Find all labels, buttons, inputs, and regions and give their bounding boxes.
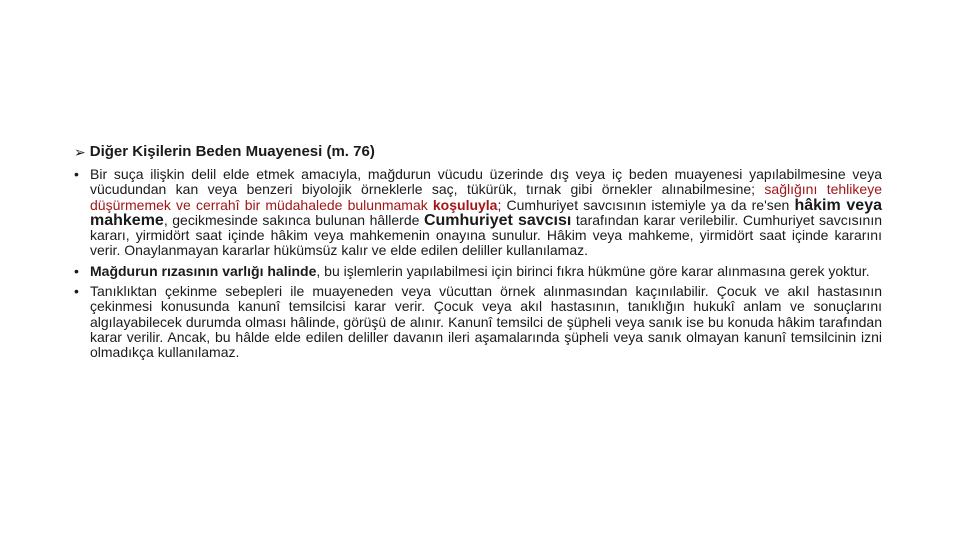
- bullet-3-text: Tanıklıktan çekinme sebepleri ile muayeneden veya vücuttan örnek alınmasından kaçınılabilir. Çocuk ve akıl hastasının çekinmesi konusunda kanunî temsilcisi karar verir. Çocuk veya akıl hastasının, tanıklığın hukukî anlam ve sonuçlarını algılayabilecek durumda olması hâlinde, görüşü de alınır. Kanunî temsilci de şüpheli veya sanık ise bu konuda hâkim tarafından karar verilir. Ancak, bu hâlde elde edilen deliller davanın ileri aşamalarında şüpheli veya sanık olmayan kanunî temsilcinin izni olmadıkça kullanılamaz.: [90, 283, 882, 361]
- bullet-1-text-4: tarafından karar verilebilir. Cumhuriyet savcısının kararı, yirmidört saat içinde hâkim veya mahkemenin onayına sunulur. Hâkim veya mahkeme, yirmidört saat içinde kararını verir. Onaylanmayan kararlar hükümsüz kalır ve elde edilen deliller kullanılamaz.: [90, 211, 882, 259]
- bullet-1-emphasis-prosecutor: Cumhuriyet savcısı: [423, 211, 572, 229]
- bullet-1-text-2: ; Cumhuriyet savcısının istemiyle ya da re'sen: [497, 196, 795, 213]
- slide-heading: [74, 143, 882, 161]
- bullet-dot-icon: •: [74, 262, 79, 279]
- bullet-1-red-text: sağlığını tehlikeye düşürmemek ve cerrahî bir müdahalede bulunmamak: [90, 181, 882, 213]
- bullet-2-text: , bu işlemlerin yapılabilmesi için birinci fıkra hükmüne göre karar alınmasına gerek yoktur.: [316, 262, 870, 279]
- bullet-dot-icon: •: [74, 166, 79, 182]
- bullet-dot-icon: •: [74, 283, 79, 300]
- bullet-1-emphasis-judge: hâkim veya mahkeme: [90, 196, 882, 229]
- bullet-1-red-bold-text: koşuluyla: [432, 196, 498, 213]
- slide-content: [74, 143, 882, 366]
- arrow-bullet-icon: ➢: [74, 144, 86, 160]
- bullet-2-bold-text: Mağdurun rızasının varlığı halinde: [90, 262, 317, 279]
- bullet-item-1: [74, 167, 882, 259]
- heading-text: Diğer Kişilerin Beden Muayenesi (m. 76): [89, 143, 375, 160]
- bullet-1-text: Bir suça ilişkin delil elde etmek amacıyla, mağdurun vücudu üzerinde dış veya iç beden muayenesi yapılabilmesine veya vücudundan kan veya benzeri biyolojik örneklerle saç, tükürük, tırnak gibi örnekler alınabilmesine;: [90, 166, 882, 198]
- bullet-item-3: [74, 284, 882, 360]
- bullet-1-text-3: , gecikmesinde sakınca bulunan hâllerde: [163, 211, 424, 228]
- bullet-item-2: [74, 264, 882, 279]
